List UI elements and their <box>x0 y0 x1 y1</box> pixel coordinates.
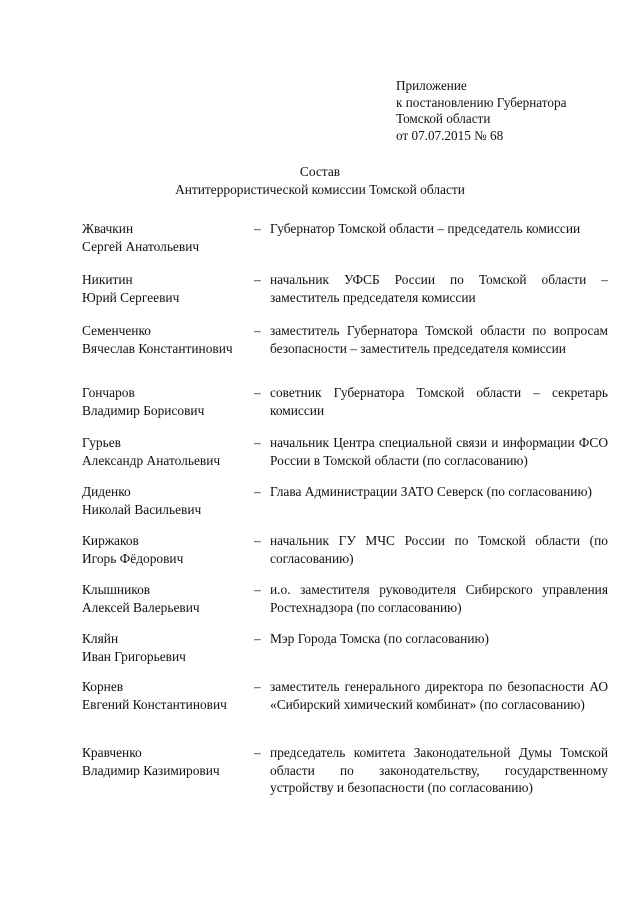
document-title: Состав <box>299 164 341 179</box>
members-list <box>82 220 608 818</box>
member-name <box>82 322 254 357</box>
member-given-names: Владимир Борисович <box>82 402 205 418</box>
member-role: советник Губернатора Томской области – секретарь комиссии <box>270 385 608 418</box>
member-given-names: Алексей Валерьевич <box>82 599 200 615</box>
member-surname: Диденко <box>82 484 131 499</box>
member-name <box>82 630 254 665</box>
member-separator: – <box>254 221 261 236</box>
member-surname: Гончаров <box>82 385 135 400</box>
member-given-names: Сергей Анатольевич <box>82 238 200 254</box>
member-role: заместитель Губернатора Томской области по вопросам безопасности – заместитель председателя комиссии <box>270 323 608 356</box>
member-row <box>82 434 608 483</box>
member-surname: Кляйн <box>82 631 119 646</box>
member-row <box>82 581 608 630</box>
member-surname: Семенченко <box>82 323 151 338</box>
member-given-names: Игорь Фёдорович <box>82 550 184 566</box>
member-role: председатель комитета Законодательной Думы Томской области по законодательству, государственному устройству и безопасности (по согласованию) <box>270 745 608 795</box>
member-row <box>82 384 608 434</box>
member-given-names: Евгений Константинович <box>82 696 227 712</box>
annex-block <box>396 78 616 144</box>
member-role: начальник УФСБ России по Томской области – заместитель председателя комиссии <box>270 272 608 305</box>
member-given-names: Николай Васильевич <box>82 501 202 517</box>
member-surname: Жвачкин <box>82 221 134 236</box>
member-separator: – <box>254 631 261 646</box>
member-role: и.о. заместителя руководителя Сибирского управления Ростехнадзора (по согласованию) <box>270 582 608 615</box>
member-row <box>82 630 608 678</box>
member-role: начальник ГУ МЧС России по Томской области (по согласованию) <box>270 533 608 566</box>
member-name <box>82 220 254 255</box>
member-separator: – <box>254 533 261 548</box>
member-separator: – <box>254 679 261 694</box>
member-separator: – <box>254 385 261 400</box>
member-name <box>82 384 254 419</box>
member-surname: Никитин <box>82 272 133 287</box>
member-row <box>82 271 608 322</box>
member-role: начальник Центра специальной связи и информации ФСО России в Томской области (по согласованию) <box>270 435 608 468</box>
annex-line: Приложение <box>396 78 467 93</box>
annex-line: к постановлению Губернатора <box>396 94 567 110</box>
member-row <box>82 678 608 744</box>
member-separator: – <box>254 745 261 760</box>
member-separator: – <box>254 435 261 450</box>
member-name <box>82 271 254 306</box>
member-separator: – <box>254 484 261 499</box>
member-surname: Корнев <box>82 679 124 694</box>
member-given-names: Юрий Сергеевич <box>82 289 180 305</box>
member-name <box>82 434 254 469</box>
member-given-names: Вячеслав Константинович <box>82 340 233 356</box>
document-subtitle: Антитеррористической комиссии Томской области <box>175 182 465 197</box>
member-name <box>82 483 254 518</box>
annex-line: Томской области <box>396 111 491 126</box>
member-surname: Кравченко <box>82 745 142 760</box>
member-name <box>82 678 254 713</box>
member-name <box>82 744 254 779</box>
member-surname: Клышников <box>82 582 151 597</box>
member-given-names: Александр Анатольевич <box>82 452 221 468</box>
member-row <box>82 322 608 384</box>
member-name <box>82 532 254 567</box>
member-surname: Киржаков <box>82 533 139 548</box>
member-separator: – <box>254 272 261 287</box>
member-row <box>82 744 608 818</box>
member-role: заместитель генерального директора по безопасности АО «Сибирский химический комбинат» (по согласованию) <box>270 679 608 712</box>
member-role: Губернатор Томской области – председатель комиссии <box>270 221 581 236</box>
member-name <box>82 581 254 616</box>
member-given-names: Владимир Казимирович <box>82 762 220 778</box>
member-row <box>82 532 608 581</box>
member-separator: – <box>254 582 261 597</box>
member-row <box>82 220 608 271</box>
member-role: Мэр Города Томска (по согласованию) <box>270 631 489 646</box>
member-role: Глава Администрации ЗАТО Северск (по согласованию) <box>270 484 592 499</box>
member-row <box>82 483 608 532</box>
annex-date-line: от 07.07.2015 № 68 <box>396 127 504 143</box>
member-given-names: Иван Григорьевич <box>82 648 186 664</box>
member-separator: – <box>254 323 261 338</box>
member-surname: Гурьев <box>82 435 121 450</box>
